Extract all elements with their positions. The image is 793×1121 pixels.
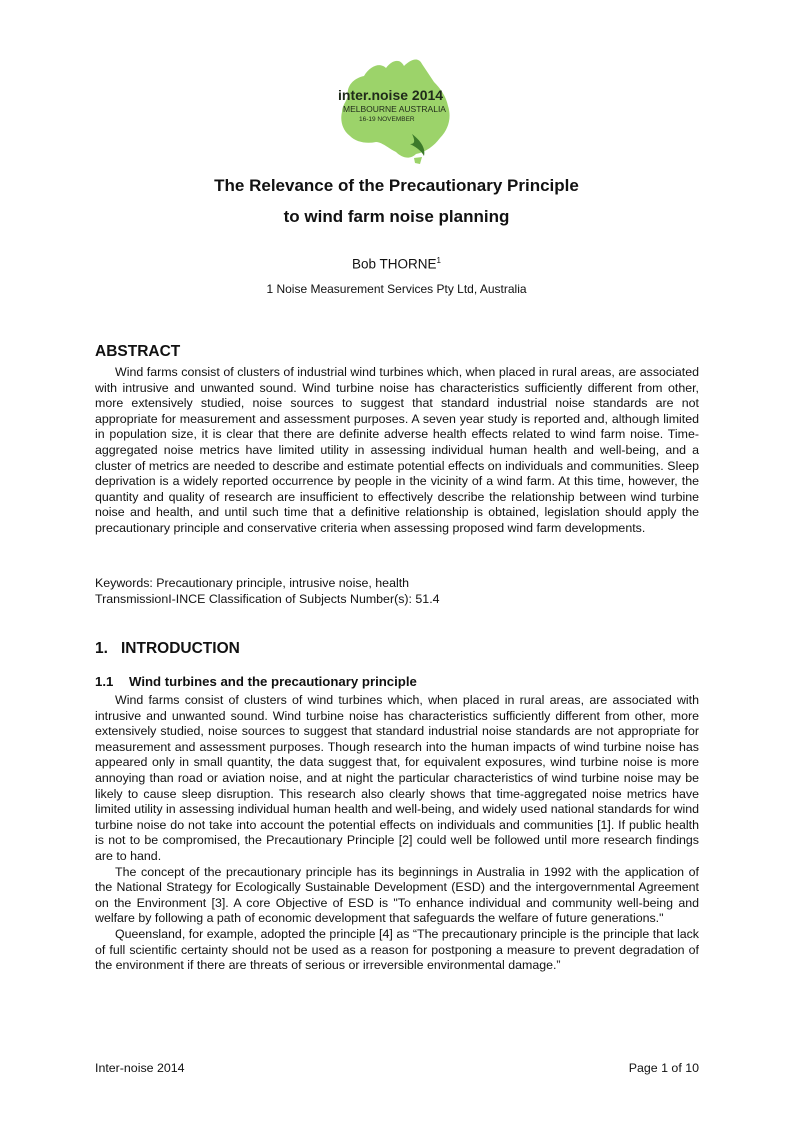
author	[0, 256, 793, 272]
abstract-heading: ABSTRACT	[95, 343, 181, 360]
author-name: Bob THORNE	[352, 256, 437, 272]
logo-title: inter.noise 2014	[338, 87, 444, 103]
paper-title-line-1: The Relevance of the Precautionary Principle	[214, 176, 579, 195]
footer-conference: Inter-noise 2014	[95, 1061, 185, 1075]
subsection-heading	[95, 674, 699, 689]
keywords-block	[95, 575, 699, 607]
subsection-number: 1.1	[95, 674, 114, 689]
section-heading	[95, 640, 699, 658]
keywords: Keywords: Precautionary principle, intrusive noise, health	[95, 576, 410, 590]
logo-dates: 16-19 NOVEMBER	[359, 116, 415, 123]
section-body	[95, 693, 699, 974]
subsection-title: Wind turbines and the precautionary principle	[129, 674, 417, 689]
author-affiliation-marker: 1	[436, 256, 441, 265]
paper-title-line-2: to wind farm noise planning	[283, 207, 510, 226]
affiliation: 1 Noise Measurement Services Pty Ltd, Australia	[266, 282, 527, 296]
conference-logo	[330, 56, 455, 164]
paragraph: The concept of the precautionary principle has its beginnings in Australia in 1992 with the application of the National Strategy for Ecologically Sustainable Development (ESD) and the intergovernmental Agreement on the Environment [3]. A core Objective of ESD is "To enhance individual and community well-being and welfare by following a path of economic development that safeguards the welfare of future generations."	[95, 864, 699, 926]
footer-page-number: Page 1 of 10	[628, 1061, 699, 1075]
paragraph: Queensland, for example, adopted the principle [4] as “The precautionary principle is the principle that lack of full scientific certainty should not be used as a reason for postponing a measure to prevent degradation of the environment if there are threats of serious or irreversible environmental damage.”	[95, 926, 699, 973]
section-title: INTRODUCTION	[121, 640, 240, 657]
section-number: 1.	[95, 640, 108, 657]
logo-location: MELBOURNE AUSTRALIA	[343, 104, 446, 114]
tasmania-shape	[414, 157, 422, 164]
paragraph: Wind farms consist of clusters of wind turbines which, when placed in rural areas, are associated with intrusive and unwanted sound. Wind turbine noise has characteristics sufficiently different from other, more extensively studied, noise sources to suggest that standard industrial noise standards are not appropriate for measurement and assessment purposes. Though research into the human impacts of wind turbine noise has appeared only in small quantity, the data suggest that, for equivalent exposures, wind turbine noise is more annoying than road or aviation noise, and at night the particular characteristics of wind turbine noise may be likely to cause sleep disruption. This research also clearly shows that time-aggregated noise metrics have limited utility in assessing individual human health and well-being, and widely used national standards for wind turbine noise do not take into account the potential effects on individuals and communities [1]. If public health is not to be compromised, the Precautionary Principle [2] could well be followed until more research findings are to hand.	[95, 693, 699, 863]
classification: TransmissionI-INCE Classification of Subjects Number(s): 51.4	[95, 592, 440, 606]
abstract-text: Wind farms consist of clusters of industrial wind turbines which, when placed in rural areas, are associated with intrusive and unwanted sound. Wind turbine noise has characteristics sufficiently different from other, more extensively studied, noise sources to suggest that standard industrial noise standards are not appropriate for measurement and assessment purposes. A seven year study is reported and, although limited in population size, it is clear that there are definite adverse health effects related to wind farm noise. Time-aggregated noise metrics have limited utility in assessing individual human health and well-being, and a cluster of metrics are needed to describe and estimate potential effects on individuals and communities. Sleep deprivation is a widely reported occurrence by people in the vicinity of a wind farm. At this time, however, the quantity and quality of research are insufficient to effectively describe the relationship between wind turbine noise and health, and until such time that a definitive relationship is obtained, legislation should apply the precautionary principle and conservative criteria when assessing proposed wind farm developments.	[95, 365, 699, 535]
